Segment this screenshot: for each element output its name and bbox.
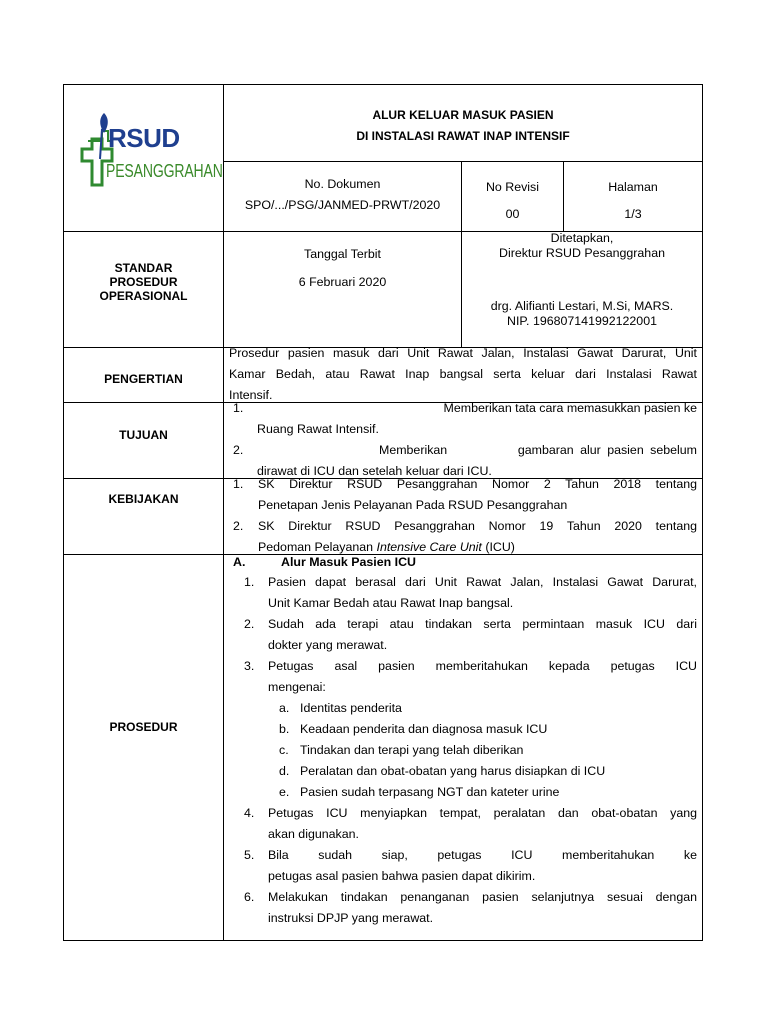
list-text: Bila sudah siap, petugas ICU memberitahukan ke (268, 848, 697, 862)
sub-list-letter: d. (279, 764, 290, 778)
list-item (229, 398, 697, 419)
sop-label (64, 261, 223, 303)
prosedur-label: PROSEDUR (109, 720, 178, 734)
list-number: 1. (233, 401, 244, 415)
list-text: Unit Kamar Bedah atau Rawat Inap bangsal. (268, 596, 514, 610)
page-label: Halaman (608, 180, 658, 194)
list-item (241, 656, 697, 677)
issue-date-value: 6 Februari 2020 (298, 275, 387, 289)
pengertian-text (229, 343, 697, 406)
approval-line: Direktur RSUD Pesanggrahan (499, 246, 665, 260)
list-text: SK Direktur RSUD Pesanggrahan Nomor 19 Tahun 2020 tentang (258, 519, 697, 533)
sub-list-letter: c. (279, 743, 289, 757)
list-text: instruksi DPJP yang merawat. (268, 911, 434, 925)
list-number: 2. (233, 519, 244, 533)
sub-list-text: Tindakan dan terapi yang telah diberikan (300, 743, 524, 757)
list-text: akan digunakan. (268, 827, 359, 841)
issue-date-label: Tanggal Terbit (304, 247, 381, 261)
list-text: petugas asal pasien bahwa pasien dapat dikirim. (268, 869, 536, 883)
list-text: dokter yang merawat. (268, 638, 388, 652)
pengertian-label: PENGERTIAN (104, 372, 183, 386)
sub-list-item (241, 719, 697, 740)
sub-list-text: Pasien sudah terpasang NGT dan kateter urine (300, 785, 560, 799)
list-item (229, 474, 697, 495)
list-text: mengenai: (268, 680, 326, 694)
list-number: 1. (233, 477, 244, 491)
sub-list-text: Peralatan dan obat-obatan yang harus disiapkan di ICU (300, 764, 606, 778)
procedure-steps (241, 572, 697, 929)
approval-cell (462, 231, 702, 329)
kebijakan-list (229, 474, 697, 558)
tujuan-label: TUJUAN (119, 428, 168, 442)
list-text: Melakukan tindakan penanganan pasien selanjutnya sesuai dengan (268, 890, 697, 904)
list-text: dirawat di ICU dan setelah keluar dari ICU. (257, 464, 492, 478)
list-item (241, 572, 697, 593)
list-text: gambaran alur pasien sebelum (517, 443, 697, 457)
section-heading (233, 554, 416, 570)
revision-cell (462, 174, 563, 228)
list-text: Sudah ada terapi atau tindakan serta permintaan masuk ICU dari (268, 617, 697, 631)
list-text: Pasien dapat berasal dari Unit Rawat Jalan, Instalasi Gawat Darurat, (268, 575, 697, 589)
list-number: 1. (244, 575, 255, 589)
text-line: Kamar Bedah, atau Rawat Inap bangsal serta keluar dari Instalasi Rawat (229, 367, 697, 381)
text-span: Pedoman Pelayanan (258, 540, 377, 554)
sop-label-line: STANDAR (114, 261, 173, 275)
list-item (241, 845, 697, 866)
sub-list-item (241, 782, 697, 803)
list-item (241, 887, 697, 908)
list-number: 3. (244, 659, 255, 673)
list-number: 6. (244, 890, 255, 904)
list-text: Memberikan tata cara memasukkan pasien ke (443, 401, 697, 415)
document-number-value: SPO/.../PSG/JANMED-PRWT/2020 (244, 198, 441, 212)
revision-value: 00 (505, 207, 520, 221)
sub-list-letter: a. (279, 701, 290, 715)
sub-list-letter: e. (279, 785, 290, 799)
row-divider (223, 161, 702, 162)
list-item (229, 516, 697, 537)
section-title: Alur Masuk Pasien ICU (281, 555, 416, 569)
list-text: Penetapan Jenis Pelayanan Pada RSUD Pesanggrahan (258, 498, 568, 512)
title-line: ALUR KELUAR MASUK PASIEN (372, 108, 554, 122)
approval-line: Ditetapkan, (550, 231, 614, 245)
page-value: 1/3 (624, 207, 642, 221)
document-title (224, 105, 702, 147)
section-letter: A. (233, 555, 246, 569)
sub-list-text: Identitas penderita (300, 701, 402, 715)
italic-text: Intensive Care Unit (376, 540, 482, 554)
sub-list-letter: b. (279, 722, 290, 736)
list-number: 5. (244, 848, 255, 862)
sub-list-item (241, 698, 697, 719)
signer-name: drg. Alifianti Lestari, M.Si, MARS. (490, 299, 674, 313)
text-line: Prosedur pasien masuk dari Unit Rawat Jalan, Instalasi Gawat Darurat, Unit (229, 346, 697, 360)
kebijakan-label: KEBIJAKAN (108, 492, 179, 506)
logo-rsud-text: RSUD (108, 123, 180, 153)
list-text: Ruang Rawat Intensif. (257, 422, 379, 436)
sop-document (63, 84, 703, 941)
list-number: 2. (244, 617, 255, 631)
list-item (241, 803, 697, 824)
list-item (241, 614, 697, 635)
revision-label: No Revisi (485, 180, 540, 194)
document-number-cell (224, 174, 461, 216)
list-item (229, 440, 697, 461)
sub-list-text: Keadaan penderita dan diagnosa masuk ICU (300, 722, 548, 736)
document-number-label: No. Dokumen (304, 177, 381, 191)
list-text: SK Direktur RSUD Pesanggrahan Nomor 2 Tahun 2018 tentang (258, 477, 697, 491)
list-text: Memberikan (379, 443, 448, 457)
page-cell (564, 174, 702, 228)
text-span: (ICU) (481, 540, 515, 554)
list-text: Petugas asal pasien memberitahukan kepada petugas ICU (268, 659, 697, 673)
sub-list-item (241, 761, 697, 782)
issue-date-cell (224, 240, 461, 296)
title-line: DI INSTALASI RAWAT INAP INTENSIF (356, 129, 570, 143)
list-number: 4. (244, 806, 255, 820)
list-text: Petugas ICU menyiapkan tempat, peralatan dan obat-obatan yang (268, 806, 697, 820)
text-line: Intensif. (229, 388, 273, 402)
tujuan-list (229, 398, 697, 482)
signer-nip: NIP. 196807141992122001 (507, 314, 657, 328)
sub-list-item (241, 740, 697, 761)
list-number: 2. (233, 443, 244, 457)
hospital-logo (76, 109, 223, 199)
logo-name-text: PESANGGRAHAN (106, 161, 223, 181)
sop-label-line: PROSEDUR (109, 275, 178, 289)
sop-label-line: OPERASIONAL (99, 289, 188, 303)
